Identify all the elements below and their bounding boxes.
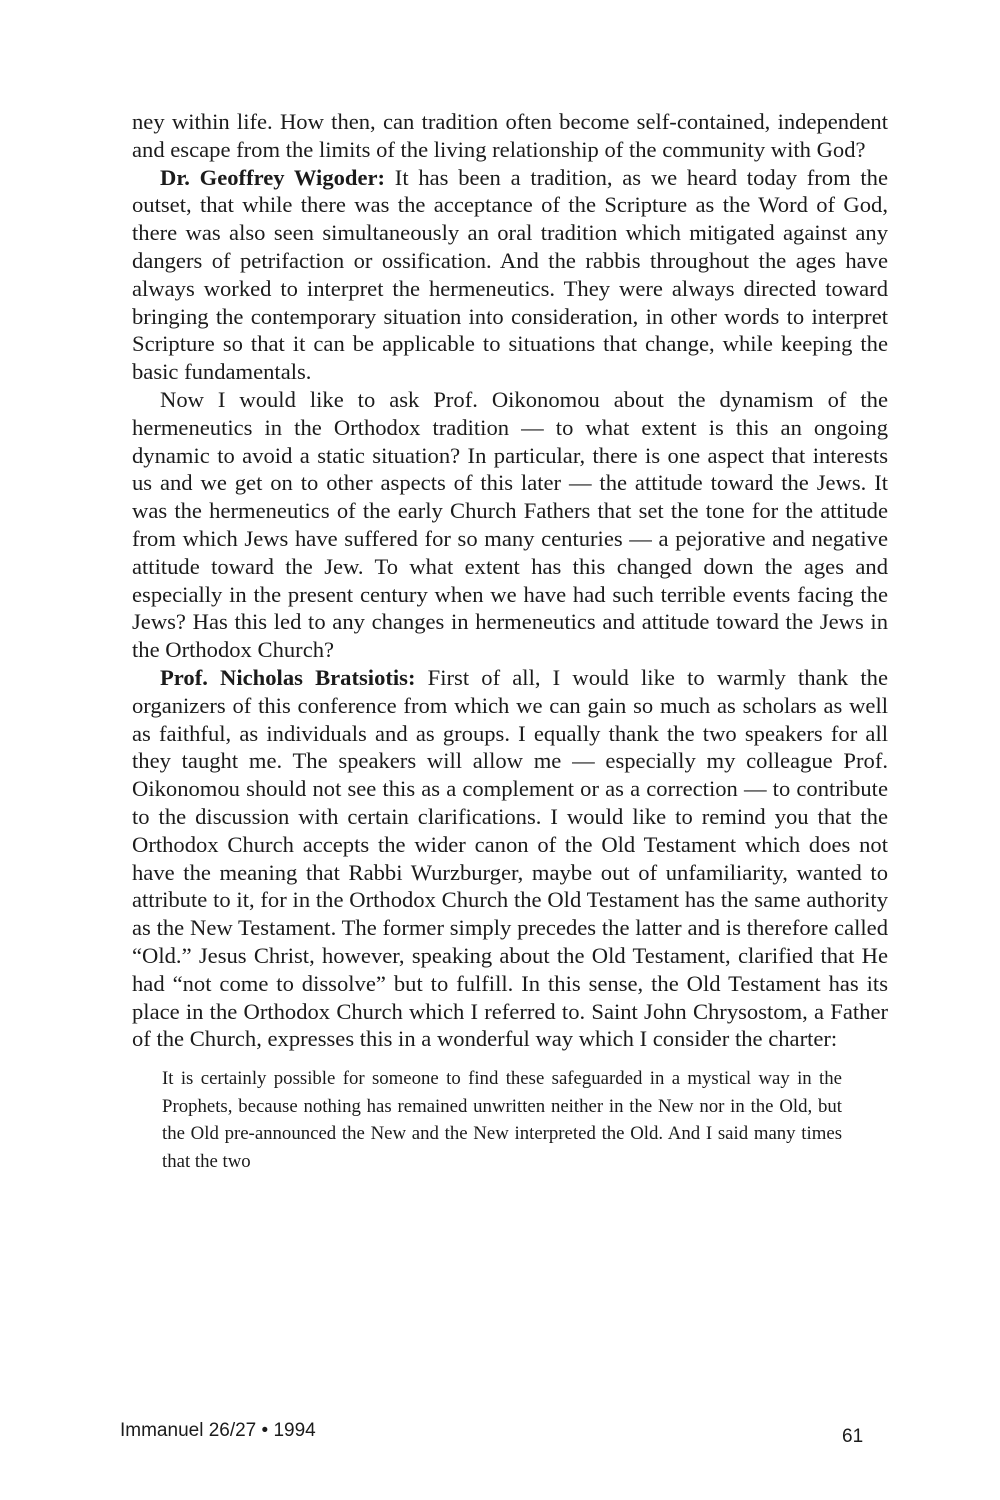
- page-body: [132, 108, 888, 1175]
- paragraph-bratsiotis: [132, 664, 888, 1053]
- paragraph-bratsiotis-text: First of all, I would like to warmly thank the organizers of this conference from which we can gain so much as scholars as well as faithful, as individuals and as groups. I equally thank the two speakers for all they taught me. The speakers will allow me — especially my colleague Prof. Oikonomou should not see this as a complement or as a correction — to contribute to the discussion with certain clarifications. I would like to remind you that the Orthodox Church accepts the wider canon of the Old Testament which does not have the meaning that Rabbi Wurzburger, maybe out of unfamiliarity, wanted to attribute to it, for in the Orthodox Church the Old Testament has the same authority as the New Testament. The former simply precedes the latter and is therefore called “Old.” Jesus Christ, however, speaking about the Old Testament, clarified that He had “not come to dissolve” but to fulfill. In this sense, the Old Testament has its place in the Orthodox Church which I referred to. Saint John Chrysostom, a Father of the Church, expresses this in a wonderful way which I consider the charter:: [132, 664, 888, 1052]
- footer-journal: Immanuel 26/27 • 1994: [120, 1420, 316, 1441]
- paragraph-wigoder-text: It has been a tradition, as we heard today from the outset, that while there was the acceptance of the Scripture as the Word of God, there was also seen simultaneously an oral tradition which mitigated against any dangers of petrifaction or ossification. And the rabbis throughout the ages have always worked to interpret the hermeneutics. They were always directed toward bringing the contemporary situation into consideration, in other words to interpret Scripture so that it can be applicable to situations that change, while keeping the basic fundamentals.: [132, 164, 888, 385]
- paragraph-wigoder: [132, 164, 888, 386]
- paragraph-continuation: ney within life. How then, can tradition often become self-contained, independent and escape from the limits of the living relationship of the community with God?: [132, 109, 888, 162]
- paragraph-question: Now I would like to ask Prof. Oikonomou about the dynamism of the hermeneutics in the Orthodox tradition — to what extent is this an ongoing dynamic to avoid a static situation? In particular, there is one aspect that interests us and we get on to other aspects of this later — the attitude toward the Jews. It was the hermeneutics of the early Church Fathers that set the tone for the attitude from which Jews have suffered for so many centuries — a pejorative and negative attitude toward the Jew. To what extent has this changed down the ages and especially in the present century when we have had such terrible events facing the Jews? Has this led to any changes in hermeneutics and attitude toward the Jews in the Orthodox Church?: [132, 386, 888, 663]
- speaker-name-wigoder: Dr. Geoffrey Wigoder:: [160, 164, 386, 190]
- speaker-name-bratsiotis: Prof. Nicholas Bratsiotis:: [160, 664, 416, 690]
- page-number: 61: [842, 1426, 864, 1447]
- block-quote: It is certainly possible for someone to find these safeguarded in a mystical way in the Prophets, because nothing has remained unwritten neither in the New nor in the Old, but the Old pre-announced the New and the New interpreted the Old. And I said many times that the two: [162, 1068, 842, 1172]
